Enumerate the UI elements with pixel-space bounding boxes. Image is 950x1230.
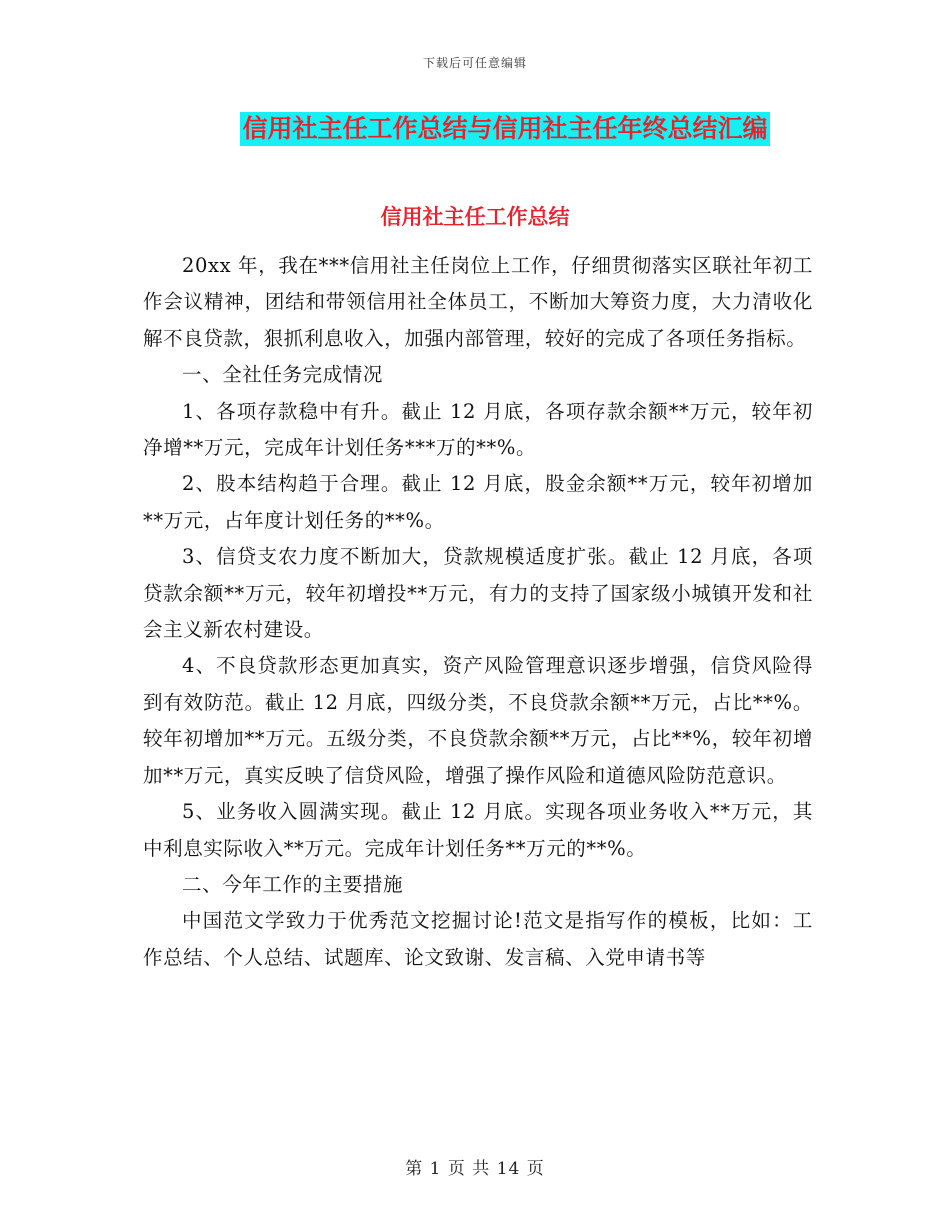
paragraph-item-5: 5、业务收入圆满实现。截止 12 月底。实现各项业务收入**万元，其中利息实际收入**万元。完成年计划任务**万元的**%。 bbox=[143, 800, 813, 860]
paragraph-intro: 20xx 年，我在***信用社主任岗位上工作，仔细贯彻落实区联社年初工作会议精神，团结和带领信用社全体员工，不断加大筹资力度，大力清收化解不良贷款，狠抓利息收入，加强内部管理，较好的完成了各项任务指标。 bbox=[143, 254, 813, 350]
paragraph-heading-2: 二、今年工作的主要措施 bbox=[182, 872, 404, 896]
document-title: 信用社主任工作总结与信用社主任年终总结汇编 bbox=[240, 112, 769, 146]
paragraph-heading-1: 一、全社任务完成情况 bbox=[182, 363, 384, 387]
paragraph-item-1: 1、各项存款稳中有升。截止 12 月底，各项存款余额**万元，较年初净增**万元，完成年计划任务***万的**%。 bbox=[143, 399, 813, 460]
paragraph-item-4: 4、不良贷款形态更加真实，资产风险管理意识逐步增强，信贷风险得到有效防范。截止 12 月底，四级分类，不良贷款余额**万元，占比**%。较年初增加**万元。五级分类，不良贷款余额**万元，占比**%，较年初增加**万元，真实反映了信贷风险，增强了操作风险和道德风险防范意识。 bbox=[143, 654, 813, 787]
paragraph-item-3: 3、信贷支农力度不断加大，贷款规模适度扩张。截止 12 月底，各项贷款余额**万元，较年初增投**万元，有力的支持了国家级小城镇开发和社会主义新农村建设。 bbox=[143, 545, 813, 642]
paragraph-item-2: 2、股本结构趋于合理。截止 12 月底，股金余额**万元，较年初增加**万元，占年度计划任务的**%。 bbox=[143, 472, 813, 532]
paragraph-promo: 中国范文学致力于优秀范文挖掘讨论!范文是指写作的模板，比如：工作总结、个人总结、试题库、论文致谢、发言稿、入党申请书等 bbox=[143, 909, 813, 969]
page-indicator: 第 1 页 共 14 页 bbox=[405, 1159, 545, 1179]
body-text bbox=[143, 248, 813, 976]
document-title-wrap bbox=[0, 112, 950, 146]
header-note: 下载后可任意编辑 bbox=[422, 56, 527, 70]
section-title: 信用社主任工作总结 bbox=[380, 205, 570, 229]
